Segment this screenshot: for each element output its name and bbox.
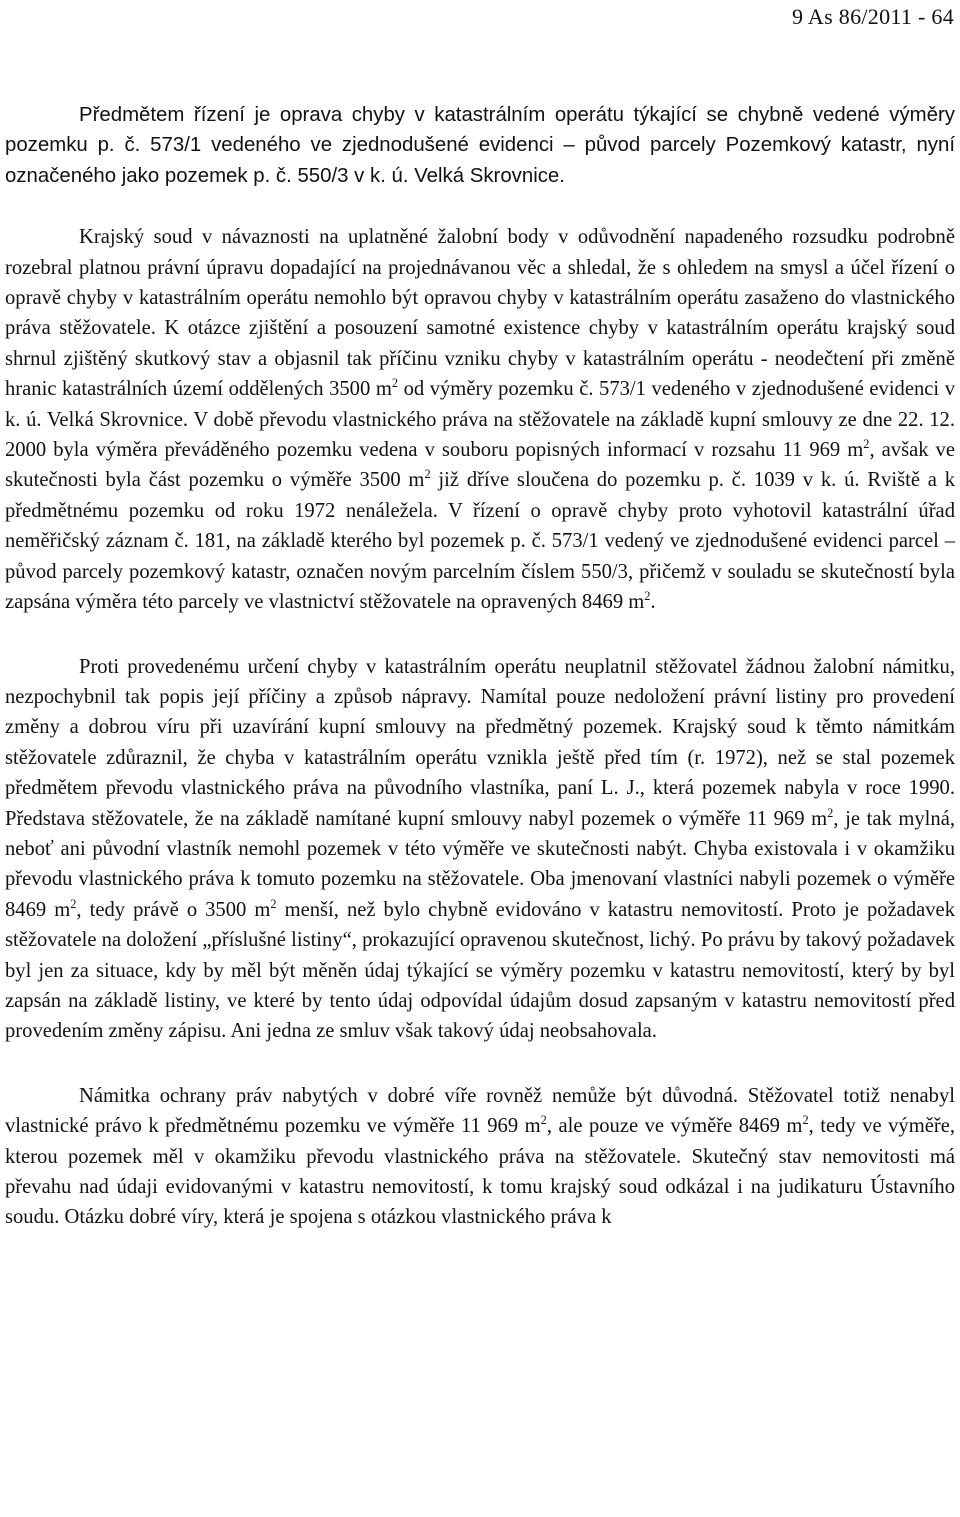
text-run: Proti provedenému určení chyby v katastrálním operátu neuplatnil stěžovatel žádnou žalobní námitku, nezpochybnil tak popis její příčiny a způsob nápravy. Namítal pouze nedoložení právní listiny pro provedení změny a dobrou víru při uzavírání kupní smlouvy na předmětný pozemek. Krajský soud k těmto námitkám stěžovatele zdůraznil, že chyba v katastrálním operátu vznikla ještě před tím (r. 1972), než se stal pozemek předmětem převodu vlastnického práva na původního vlastníka, paní L. J., která pozemek nabyla v roce 1990. Představa stěžovatele, že na základě namítané kupní smlouvy nabyl pozemek o výměře 11 969 m (5, 655, 955, 830)
text-run: menší, než bylo chybně evidováno v katastru nemovitostí. Proto je požadavek stěžovatele na doložení „příslušné listiny“, prokazující opravenou skutečnost, lichý. Po právu by takový požadavek byl jen za situace, kdy by měl být měněn údaj týkající se výměry pozemku v katastru nemovitostí, který by byl zapsán na základě listiny, ve které by tento údaj odpovídal údajům dosud zapsaným v katastru nemovitostí před provedením změny zápisu. Ani jedna ze smluv však takový údaj neobsahovala. (5, 898, 955, 1043)
text-run: , je tak mylná, neboť ani původní vlastník nemohl pozemek v této výměře ve skutečnosti nabýt. Chyba existovala i v okamžiku převodu vlastnického práva k tomuto pozemku na stěžovatele. Oba jmenovaní vlastníci nabyli pozemek o výměře 8469 m (5, 807, 955, 921)
text-run: od výměry pozemku č. 573/1 vedeného v zjednodušené evidenci v k. ú. Velká Skrovnice. V době převodu vlastnického práva na stěžovatele na základě kupní smlouvy ze dne 22. 12. 2000 byla výměra převáděného pozemku vedena v souboru popisných informací v rozsahu 11 969 m (5, 378, 955, 462)
paragraph-regional-court (5, 222, 955, 617)
text-run: . (650, 591, 656, 614)
superscript: 2 (70, 896, 77, 911)
superscript: 2 (391, 376, 399, 391)
paragraph-objection (5, 652, 955, 1047)
superscript: 2 (827, 805, 834, 820)
paragraph-subject: Předmětem řízení je oprava chyby v katastrálním operátu týkající se chybně vedené výměry pozemku p. č. 573/1 vedeného ve zjednodušené evidenci – původ parcely Pozemkový katastr, nyní označeného jako pozemek p. č. 550/3 v k. ú. Velká Skrovnice. (5, 104, 955, 187)
paragraph-spacer (5, 1047, 955, 1081)
case-number-header: 9 As 86/2011 - 64 (792, 4, 954, 29)
superscript: 2 (540, 1113, 547, 1128)
document-body (5, 100, 955, 1233)
text-run: , tedy ve výměře, kterou pozemek měl v okamžiku převodu vlastnického práva na stěžovatele. Skutečný stav nemovitosti má převahu nad údaji evidovanými v katastru nemovitostí, k tomu krajský soud odkázal i na judikaturu Ústavního soudu. Otázku dobré víry, která je spojena s otázkou vlastnického práva k (5, 1115, 956, 1229)
text-run: , tedy právě o 3500 m (76, 898, 271, 921)
text-run: Krajský soud v návaznosti na uplatněné žalobní body v odůvodnění napadeného rozsudku podrobně rozebral platnou právní úpravu dopadající na projednávanou věc a shledal, že s ohledem na smysl a účel řízení o opravě chyby v katastrálním operátu nemohlo být opravou chyby v katastrálním operátu zasaženo do vlastnického práva stěžovatele. K otázce zjištění a posouzení samotné existence chyby v katastrálním operátu krajský soud shrnul zjištěný skutkový stav a objasnil tak příčinu vzniku chyby v katastrálním operátu - neodečtení při změně hranic katastrálních území oddělených 3500 m (5, 226, 955, 401)
superscript: 2 (863, 437, 870, 452)
text-run: , ale pouze ve výměře 8469 m (546, 1115, 803, 1138)
text-run: již dříve sloučena do pozemku p. č. 1039 v k. ú. Rviště a k předmětnému pozemku od roku 1972 nenáležela. V řízení o opravě chyby proto vyhotovil katastrální úřad neměřičský záznam č. 181, na základě kterého byl pozemek p. č. 573/1 vedený ve zjednodušené evidenci parcel – původ parcely pozemkový katastr, označen novým parcelním číslem 550/3, přičemž v souladu se skutečností byla zapsána výměra této parcely ve vlastnictví stěžovatele na opravených 8469 m (5, 469, 955, 614)
text-run: , avšak ve skutečnosti byla část pozemku o výměře 3500 m (5, 439, 955, 492)
superscript: 2 (270, 896, 277, 911)
paragraph-good-faith (5, 1081, 955, 1233)
superscript: 2 (644, 589, 651, 604)
superscript: 2 (802, 1113, 809, 1128)
text-run: Námitka ochrany práv nabytých v dobré víře rovněž nemůže být důvodná. Stěžovatel totiž nenabyl vlastnické právo k předmětnému pozemku ve výměře 11 969 m (5, 1084, 955, 1138)
paragraph-spacer (5, 191, 955, 222)
superscript: 2 (424, 467, 431, 482)
paragraph-spacer (5, 618, 955, 652)
